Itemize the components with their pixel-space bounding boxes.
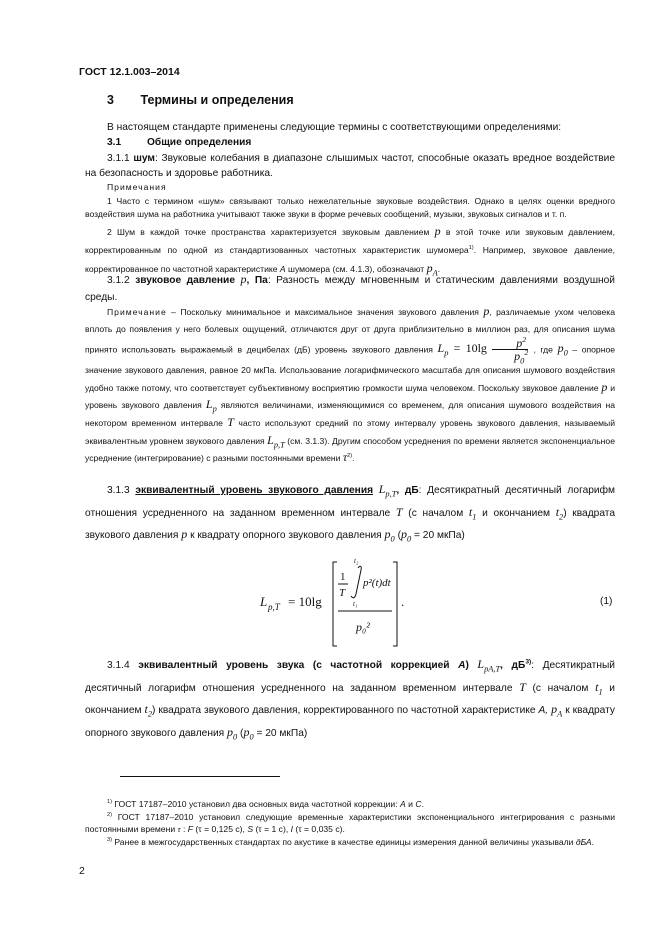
equation-1-graphic xyxy=(250,556,510,656)
var-p-a-base: p xyxy=(426,260,433,275)
note-text-c: , где xyxy=(533,344,553,355)
var-l-base: L xyxy=(378,482,386,496)
italic-a: А, xyxy=(538,705,549,716)
subsection-title: Общие определения xyxy=(147,137,252,148)
note-2-text-a: 2 Шум в каждой точке пространства характеризуется звуковым давлением xyxy=(107,226,430,237)
var-t1-sub: 1 xyxy=(598,686,603,696)
section-title: Термины и определения xyxy=(140,93,294,107)
var-p0-b-base: p xyxy=(400,527,407,541)
var-p0 xyxy=(557,341,568,358)
formula-eq: = 10lg xyxy=(453,341,487,356)
term-definition: : Звуковые колебания в диапазоне слышимых частот, способные оказать вредное воздействие на безопасность и здоровье работника. xyxy=(85,153,615,179)
term-name: шум xyxy=(133,153,155,164)
integral-sign xyxy=(351,566,361,597)
term-name: эквивалентный уровень звука (с частотной коррекцией xyxy=(138,660,450,671)
var-p-a-sub: A xyxy=(432,267,438,277)
left-bracket xyxy=(333,562,337,646)
eq-lhs-sub: p,T xyxy=(268,602,280,612)
var-lpt xyxy=(267,433,285,447)
notes-block xyxy=(85,181,615,278)
term-3-1-4 xyxy=(85,654,615,744)
var-tau: τ xyxy=(342,450,348,465)
intro-text: В настоящем стандарте применены следующие термины с соответствующими определениями: xyxy=(107,122,562,133)
term-text-a: : Десятикратный десятичный логарифм отношения усредненного на заданном временном интервале xyxy=(85,660,615,694)
note-label: Примечание xyxy=(107,307,167,317)
term-text-c: и окончанием xyxy=(482,507,550,519)
footnote-2-s-value: (τ = 1 с), xyxy=(255,824,289,834)
equation-number: (1) xyxy=(600,596,613,607)
var-l-sub: p,T xyxy=(385,489,397,499)
var-t1 xyxy=(595,680,603,694)
footnote-2-i: I xyxy=(290,824,293,834)
note-3-1-2 xyxy=(85,303,615,467)
footnote-2-s: S xyxy=(247,824,254,834)
term-close: ) xyxy=(465,660,469,671)
eq-end: . xyxy=(401,594,405,609)
var-lpt-base: L xyxy=(267,432,274,447)
var-p0-b xyxy=(243,725,253,739)
var-t1-base: t xyxy=(595,679,599,694)
var-p0-sub: 0 xyxy=(563,348,568,358)
eq-operator: = 10lg xyxy=(288,594,322,609)
var-p-a-sub: A xyxy=(557,709,563,719)
term-3-1-1 xyxy=(85,151,615,181)
document-header: ГОСТ 12.1.003–2014 xyxy=(79,66,180,78)
footnote-2 xyxy=(85,811,615,836)
term-number: 3.1.2 xyxy=(107,275,130,286)
intro-paragraph xyxy=(85,120,615,150)
den-sup: 2 xyxy=(524,348,529,358)
var-lpt-sub: p,T xyxy=(273,439,285,449)
var-lp xyxy=(205,397,217,414)
term-number: 3.1.1 xyxy=(107,153,130,164)
den-p: p xyxy=(514,349,521,364)
den-sub: 0 xyxy=(520,356,525,366)
var-l-base: L xyxy=(477,657,485,671)
note-1: 1 Часто с термином «шум» связывают только нежелательные звуковые воздействия. Однако в целях оценки вредного воздействия шума на работника учитывают также звуки в форме речевых сообщений, музыки, звуковых сигналов и т. п. xyxy=(85,195,615,219)
num-p: p xyxy=(516,336,523,351)
term-text-e: к квадрату опорного звукового давления xyxy=(85,705,615,739)
formula-l: L xyxy=(437,341,445,356)
var-p0-sub: 0 xyxy=(233,731,238,741)
footnote-3-end: . xyxy=(591,836,595,847)
var-t2 xyxy=(144,702,153,719)
num-sup: 2 xyxy=(522,335,527,345)
var-t: T xyxy=(227,414,234,429)
var-t: T xyxy=(395,504,403,519)
term-text-g: = 20 мкПа) xyxy=(414,530,465,541)
var-l-sub: pA,T xyxy=(484,664,501,674)
formula-l-sub: p xyxy=(444,348,449,358)
var-p0-b xyxy=(400,527,412,544)
var-lp-sub: p xyxy=(212,404,217,414)
italic-a: А xyxy=(279,263,286,274)
var-p-a xyxy=(551,702,563,719)
footnote-2-tau: τ xyxy=(177,824,181,834)
note-text-f: являются величинами, изменяющимися со временем, для описания шумового воздействия на некотором временном интервале xyxy=(85,400,616,428)
note-text-a: – Поскольку минимальное и максимальное значения звукового давления xyxy=(166,307,479,317)
footnote-2-i-value: (τ = 0,035 с). xyxy=(295,824,345,834)
var-p0 xyxy=(227,725,237,739)
equation-1 xyxy=(250,556,510,656)
footnote-2-f: F xyxy=(187,824,194,834)
var-p0-base: p xyxy=(227,724,234,739)
note-3-1-2-body xyxy=(85,303,615,467)
var-p: p xyxy=(601,379,608,394)
frac-t: T xyxy=(339,587,346,599)
footnote-1 xyxy=(85,798,615,811)
footnote-ref-2: 2) xyxy=(347,453,353,460)
var-p: p xyxy=(240,272,247,286)
note-2-end: . xyxy=(437,263,441,274)
var-p-a-base: p xyxy=(551,702,558,716)
note-text-g: часто используют средний по этому интервалу уровень звукового давления, называемый эквивалентным уровнем звукового давления xyxy=(85,417,616,446)
term-number: 3.1.4 xyxy=(107,660,130,671)
eq-lhs: L xyxy=(260,594,268,609)
footnote-1-text: ГОСТ 17187–2010 установил два основных вида частотной коррекции: xyxy=(114,799,398,809)
paren-open: ( xyxy=(240,727,244,739)
term-unit: , дБ xyxy=(396,485,419,496)
var-lp-base: L xyxy=(205,397,213,412)
subsection-heading xyxy=(85,135,615,150)
footnote-1-a: А xyxy=(400,799,406,809)
var-p0-b-sub: 0 xyxy=(249,731,254,741)
var-p0-base: p xyxy=(557,341,564,356)
term-text-b: (с началом xyxy=(532,682,589,694)
term-name: эквивалентный уровень звукового давления xyxy=(135,485,374,496)
footnote-1-c: С xyxy=(415,799,422,809)
footnotes xyxy=(85,798,615,848)
var-t2-base: t xyxy=(144,702,148,716)
var-p: p xyxy=(434,223,441,238)
notes-label: Примечания xyxy=(107,182,167,192)
subsection-number: 3.1 xyxy=(107,137,122,148)
int-upper: t₂ xyxy=(354,557,359,565)
int-lower: t₁ xyxy=(353,600,358,608)
footnote-3 xyxy=(85,836,615,849)
note-2-text-b: в этой точке или звуковым давлением, корректированным по одной из стандартизованных частотных характеристик шумомера xyxy=(85,226,615,255)
frac-one: 1 xyxy=(340,571,346,583)
term-text-b: (с началом xyxy=(408,507,464,519)
var-t: T xyxy=(519,679,526,694)
footnote-1-end: . xyxy=(421,799,424,809)
term-text-c: и окончанием xyxy=(85,682,615,716)
var-t2-base: t xyxy=(555,504,560,519)
term-name: звуковое давление xyxy=(135,275,235,286)
note-2-text-c: . Например, звуковое давление, корректированное по частотной характеристике xyxy=(85,244,615,274)
var-t1-sub: 1 xyxy=(472,511,477,521)
term-text-d: ) квадрата звукового давления xyxy=(85,507,615,541)
footnote-2-f-value: (τ = 0,125 с), xyxy=(195,824,245,834)
formula-numerator xyxy=(492,337,528,350)
footnote-3-unit: дБА xyxy=(575,836,592,847)
footnote-2-text: ГОСТ 17187–2010 установил следующие временные характеристики экспоненциального интегрирования с разными постоянными времени xyxy=(85,811,615,834)
inline-formula-lp xyxy=(437,335,534,366)
term-unit: , дБ xyxy=(500,660,526,671)
footnote-ref-3: 3) xyxy=(525,658,532,666)
term-definition: : Разность между мгновенным и статическим давлениями воздушной среды. xyxy=(85,275,615,303)
footnote-3-text: Ранее в межгосударственных стандартах по акустике в качестве единицы измерения данной величины указывали xyxy=(114,836,574,847)
paren-open: ( xyxy=(397,530,401,541)
page-number: 2 xyxy=(79,865,85,877)
var-t1-base: t xyxy=(468,504,473,519)
var-p0-base: p xyxy=(384,527,391,541)
note-text-e: и уровень звукового давления xyxy=(85,382,616,411)
formula-fraction xyxy=(492,335,529,366)
note-2 xyxy=(85,222,615,278)
section-heading xyxy=(107,93,294,107)
term-3-1-3 xyxy=(85,479,615,547)
term-3-1-2 xyxy=(85,271,615,306)
var-t2-sub: 2 xyxy=(147,709,153,719)
var-lpat xyxy=(477,657,501,674)
term-a: А xyxy=(458,660,466,671)
footnote-2-mark: 2) xyxy=(107,811,112,818)
term-number: 3.1.3 xyxy=(107,485,130,496)
var-lpt xyxy=(378,482,397,499)
note-2-text-d: шумомера (см. 4.1.3), обозначают xyxy=(288,263,425,274)
footnote-1-and: и xyxy=(408,799,413,809)
footnote-separator xyxy=(120,776,280,777)
note-text-d: – опорное значение звукового давления, равное 20 мкПа. Использование логарифмического масштаба для описания шумового воздействия удобно также потому, что соответствует субъективному восприятию громкости шума человеком. Поскольку звуковое давление xyxy=(85,344,616,393)
term-text-a: : Десятикратный десятичный логарифм отношения усредненного на заданном временном интервале xyxy=(85,485,615,519)
var-p0-sub: 0 xyxy=(390,534,395,544)
integrand: p²(t)dt xyxy=(363,577,391,589)
var-p0 xyxy=(384,527,395,544)
term-text-e: к квадрату опорного звукового давления xyxy=(190,530,382,541)
var-p: p xyxy=(483,304,490,318)
eq-denominator: p₀² xyxy=(356,620,370,634)
var-t2-sub: 2 xyxy=(559,511,564,521)
var-p0-b-base: p xyxy=(243,724,250,739)
var-p0-b-sub: 0 xyxy=(406,534,412,544)
footnote-2-colon: : xyxy=(183,824,186,834)
formula-denominator xyxy=(492,348,529,366)
section-number: 3 xyxy=(107,93,114,107)
var-p: p xyxy=(181,527,188,541)
note-text-b: , различаемые ухом человека вплоть до появления у него болевых ощущений, отличаются друг от друга приблизительно в миллион раз, для описания шума принято использовать выражаемый в децибелах (дБ) уровень звукового давления xyxy=(85,307,615,355)
var-t1 xyxy=(469,505,477,519)
note-end: . xyxy=(352,453,355,464)
term-text-d: ) квадрата звукового давления, корректированного по частотной характеристике xyxy=(152,705,536,716)
term-text-g: = 20 мкПа) xyxy=(256,727,308,739)
note-text-h: (см. 3.1.3). Другим способом усреднения по времени является экспоненциальное усреднение (интегрирование) с разными постоянными времени xyxy=(85,435,615,464)
right-bracket xyxy=(393,562,397,646)
footnote-ref-1: 1) xyxy=(468,244,474,251)
footnote-1-mark: 1) xyxy=(107,799,112,806)
footnote-3-mark: 3) xyxy=(107,836,112,843)
term-unit: , Па xyxy=(246,275,268,286)
